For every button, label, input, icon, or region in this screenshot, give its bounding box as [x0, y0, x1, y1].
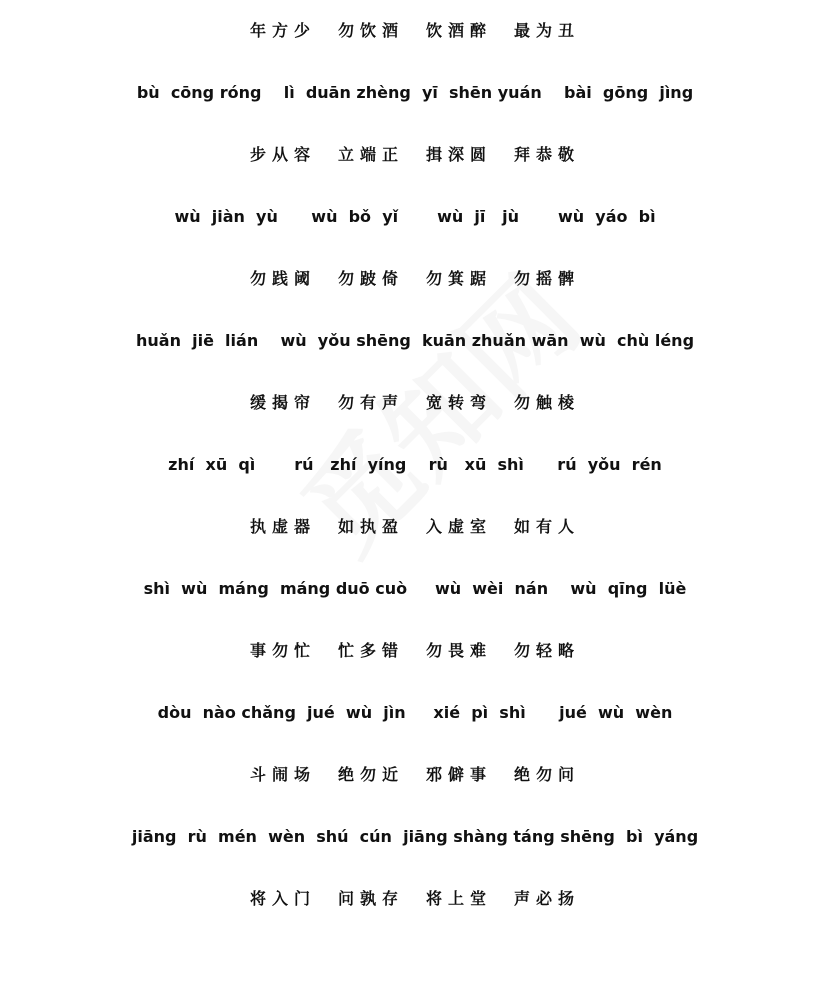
pinyin-line-4: huǎn jiē lián wù yǒu shēng kuān zhuǎn wān wù chù léng: [135, 331, 695, 350]
hanzi-line-2: 步从容 立端正 揖深圆 拜恭敬: [249, 145, 580, 164]
pinyin-line-7: dòu nào chǎng jué wù jìn xié pì shì jué wù wèn: [157, 703, 673, 722]
hanzi-line-1: 年方少 勿饮酒 饮酒醉 最为丑: [249, 21, 580, 40]
hanzi-line-3: 勿践阈 勿跛倚 勿箕踞 勿摇髀: [249, 269, 580, 288]
hanzi-line-5: 执虚器 如执盈 入虚室 如有人: [249, 517, 580, 536]
pinyin-line-8: jiāng rù mén wèn shú cún jiāng shàng táng shēng bì yáng: [131, 827, 699, 846]
hanzi-line-4: 缓揭帘 勿有声 宽转弯 勿触棱: [249, 393, 580, 412]
pinyin-line-2: bù cōng róng lì duān zhèng yī shēn yuán bài gōng jìng: [136, 83, 694, 102]
pinyin-line-3: wù jiàn yù wù bǒ yǐ wù jī jù wù yáo bì: [174, 207, 656, 226]
hanzi-line-7: 斗闹场 绝勿近 邪僻事 绝勿问: [249, 765, 580, 784]
hanzi-line-8: 将入门 问孰存 将上堂 声必扬: [249, 889, 580, 908]
pinyin-line-6: shì wù máng máng duō cuò wù wèi nán wù qīng lüè: [143, 579, 687, 598]
hanzi-line-6: 事勿忙 忙多错 勿畏难 勿轻略: [249, 641, 580, 660]
pinyin-line-5: zhí xū qì rú zhí yíng rù xū shì rú yǒu rén: [168, 455, 662, 474]
